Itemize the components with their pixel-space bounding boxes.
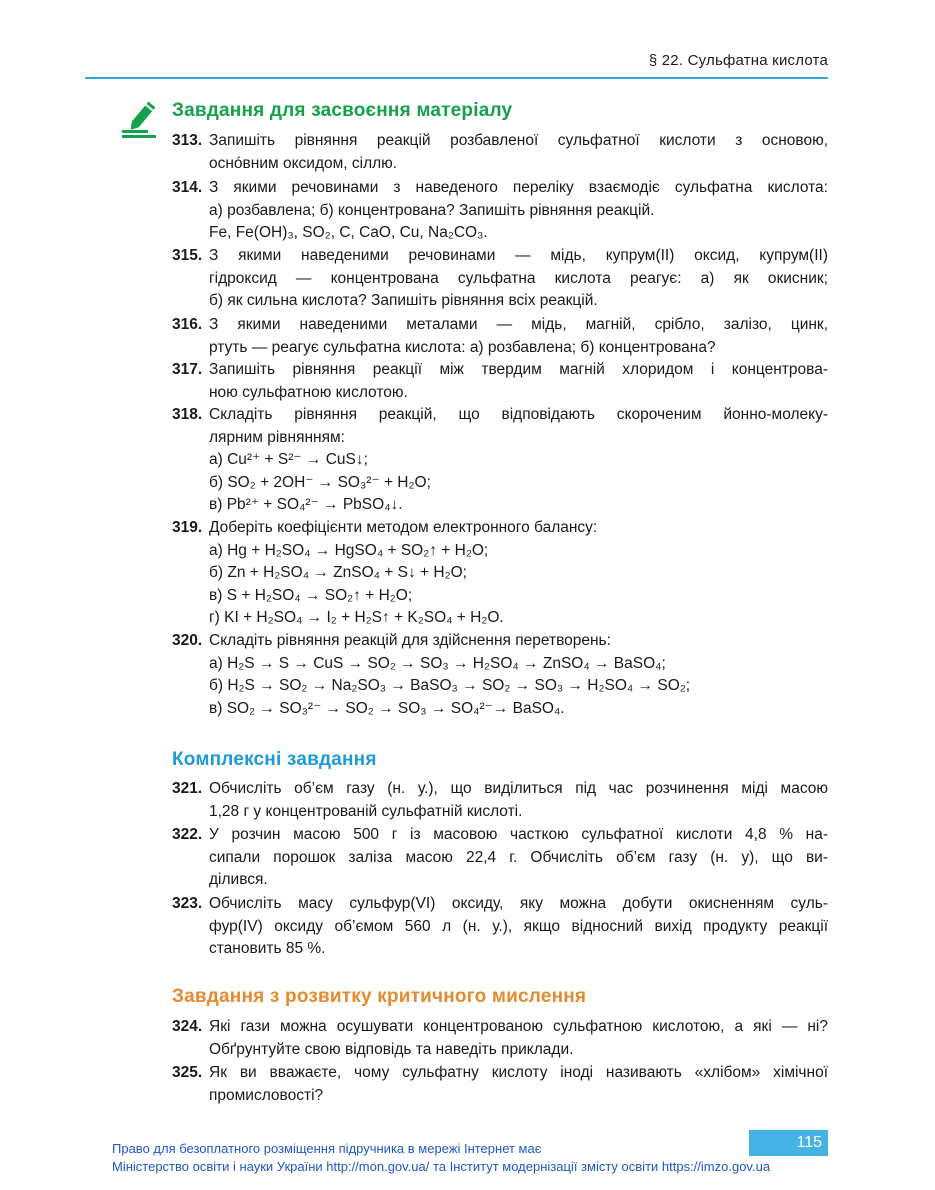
section-title-assimilation: Завдання для засвоєння матеріалу <box>172 100 513 121</box>
task-line: гідроксид — концентрована сульфатна кислота реагує: а) як окисник; <box>209 269 828 287</box>
task-formula: в) Pb²⁺ + SO₄²⁻ → PbSO₄↓. <box>209 496 403 513</box>
task-319 <box>172 517 828 630</box>
task-formula: б) SO₂ + 2OH⁻ → SO₃²⁻ + H₂O; <box>209 473 431 491</box>
task-line: фур(IV) оксиду об’ємом 560 л (н. у.), якщо відносний вихід продукту реакції <box>209 917 828 935</box>
footer-copyright-line-1: Право для безоплатного розміщення підручника в мережі Інтернет має <box>112 1141 542 1156</box>
task-formula: в) SO₂ → SO₃²⁻ → SO₂ → SO₃ → SO₄²⁻→ BaSO₄. <box>209 699 565 717</box>
task-formula: б) Zn + H₂SO₄ → ZnSO₄ + S↓ + H₂O; <box>209 564 467 581</box>
task-number: 317. <box>172 361 203 378</box>
task-number: 323. <box>172 895 203 912</box>
task-line: Які гази можна осушувати концентрованою сульфатною кислотою, а які — ні? <box>209 1018 828 1035</box>
task-318 <box>172 404 828 517</box>
task-formula: б) H₂S → SO₂ → Na₂SO₃ → BaSO₃ → SO₂ → SO₃ → H₂SO₄ → SO₂; <box>209 677 691 694</box>
task-number: 319. <box>172 519 203 536</box>
task-formula: а) Cu²⁺ + S²⁻ → CuS↓; <box>209 451 368 468</box>
task-number: 316. <box>172 316 203 333</box>
task-line: Складіть рівняння реакцій, що відповідають скороченим йонно-молеку- <box>209 406 828 423</box>
task-number: 320. <box>172 632 203 649</box>
task-317 <box>172 359 828 404</box>
task-line: оснóвним оксидом, сіллю. <box>209 154 398 172</box>
task-line: ною сульфатною кислотою. <box>209 383 408 401</box>
task-line: Запишіть рівняння реакції між твердим магній хлоридом і концентрова- <box>209 361 828 378</box>
task-line: ртуть — реагує сульфатна кислота: а) розбавлена; б) концентрована? <box>209 338 716 356</box>
task-line: З якими наведеними металами — мідь, магній, срібло, залізо, цинк, <box>209 316 828 333</box>
task-line: 1,28 г у концентрованій сульфатній кислоті. <box>209 802 523 820</box>
task-line: Обґрунтуйте свою відповідь та наведіть приклади. <box>209 1040 574 1058</box>
task-316 <box>172 314 828 359</box>
running-header: § 22. Сульфатна кислота <box>648 52 828 69</box>
pencil-writing-icon <box>118 100 160 142</box>
task-line: Доберіть коефіцієнти методом електронного балансу: <box>209 519 598 536</box>
task-formula: а) H₂S → S → CuS → SO₂ → SO₃ → H₂SO₄ → ZnSO₄ → BaSO₄; <box>209 654 666 672</box>
task-formula: Fe, Fe(OH)₃, SO₂, C, CaO, Cu, Na₂CO₃. <box>209 224 488 241</box>
footer-copyright-line-2: Міністерство освіти і науки України http://mon.gov.ua/ та Інститут модернізації змісту освіти https://imzo.gov.ua <box>112 1159 771 1174</box>
task-line: Складіть рівняння реакцій для здійснення перетворень: <box>209 632 611 649</box>
task-313 <box>172 130 828 175</box>
task-322 <box>172 824 828 892</box>
task-number: 321. <box>172 780 203 797</box>
task-number: 315. <box>172 247 203 264</box>
task-number: 314. <box>172 179 203 196</box>
task-line: становить 85 %. <box>209 940 326 957</box>
task-number: 318. <box>172 406 203 423</box>
task-number: 313. <box>172 132 203 149</box>
task-formula: а) Hg + H₂SO₄ → HgSO₄ + SO₂↑ + H₂O; <box>209 541 489 559</box>
task-line: сипали порошок заліза масою 22,4 г. Обчисліть об’єм газу (н. у), що ви- <box>209 848 828 866</box>
header-rule <box>85 77 828 79</box>
task-324 <box>172 1016 828 1061</box>
task-line: З якими наведеними речовинами — мідь, купрум(ІІ) оксид, купрум(ІІ) <box>209 247 828 264</box>
section-title-complex: Комплексні завдання <box>172 749 377 770</box>
task-315 <box>172 245 828 313</box>
task-line: Обчисліть масу сульфур(VI) оксиду, яку можна добути окисненням суль- <box>209 895 828 912</box>
task-line: Запишіть рівняння реакцій розбавленої сульфатної кислоти з основою, <box>209 132 828 149</box>
task-320 <box>172 630 828 720</box>
task-314 <box>172 177 828 245</box>
task-line: лярним рівнянням: <box>209 428 345 446</box>
task-325 <box>172 1062 828 1107</box>
task-number: 324. <box>172 1018 203 1035</box>
task-line: Як ви вважаєте, чому сульфатну кислоту іноді називають «хлібом» хімічної <box>209 1064 828 1081</box>
task-line: б) як сильна кислота? Запишіть рівняння всіх реакцій. <box>209 292 598 309</box>
task-line: Обчисліть об’єм газу (н. у.), що виділиться під час розчинення міді масою <box>209 780 828 797</box>
task-line: У розчин масою 500 г із масовою часткою сульфатної кислоти 4,8 % на- <box>209 826 828 843</box>
task-line: промисловості? <box>209 1086 324 1104</box>
page-number: 115 <box>749 1130 828 1156</box>
task-323 <box>172 893 828 961</box>
section-title-critical-thinking: Завдання з розвитку критичного мислення <box>172 986 587 1007</box>
task-line: ділився. <box>209 871 268 888</box>
task-number: 325. <box>172 1064 203 1081</box>
task-line: а) розбавлена; б) концентрована? Запишіть рівняння реакцій. <box>209 201 655 219</box>
task-321 <box>172 778 828 823</box>
task-number: 322. <box>172 826 203 843</box>
task-formula: в) S + H₂SO₄ → SO₂↑ + H₂O; <box>209 586 413 604</box>
task-line: З якими речовинами з наведеного переліку взаємодіє сульфатна кислота: <box>209 179 828 196</box>
task-formula: г) KI + H₂SO₄ → I₂ + H₂S↑ + K₂SO₄ + H₂O. <box>209 609 504 626</box>
